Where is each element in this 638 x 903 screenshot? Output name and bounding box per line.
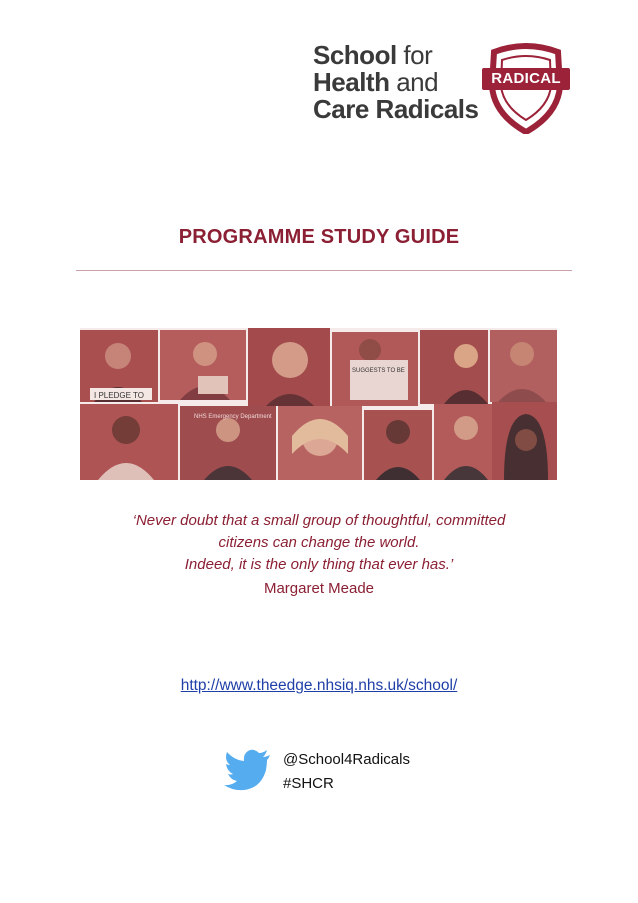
shield-label: RADICAL (491, 70, 561, 87)
quote-line-1: ‘Never doubt that a small group of thoughtful, committed (132, 512, 506, 529)
page-title: PROGRAMME STUDY GUIDE (178, 226, 460, 248)
sign-text-nhs: NHS Emergency Department (194, 414, 272, 420)
logo-wordmark (313, 42, 503, 123)
logo-line1-bold: School (313, 40, 397, 70)
collage-image (80, 328, 557, 480)
quote-line-3: Indeed, it is the only thing that ever has.’ (184, 556, 454, 573)
twitter-handle[interactable]: @School4Radicals (283, 751, 410, 768)
logo (313, 42, 575, 134)
logo-line2-bold: Health (313, 67, 390, 97)
school-website-link[interactable]: http://www.theedge.nhsiq.nhs.uk/school/ (180, 677, 458, 694)
twitter-bird-icon (224, 749, 272, 791)
sign-text-suggests: SUGGESTS TO BE (352, 368, 405, 374)
quote (0, 510, 638, 576)
logo-line1-rest: for (396, 40, 433, 70)
logo-line3-bold: Care Radicals (313, 94, 479, 124)
twitter-hashtag[interactable]: #SHCR (283, 775, 334, 792)
photo-collage (80, 328, 557, 480)
divider (76, 270, 572, 271)
logo-line2-rest: and (389, 67, 439, 97)
quote-line-2: citizens can change the world. (218, 534, 420, 551)
radical-shield-icon (480, 42, 572, 134)
quote-author: Margaret Meade (263, 580, 375, 597)
sign-text-pledge: I PLEDGE TO (94, 391, 144, 400)
